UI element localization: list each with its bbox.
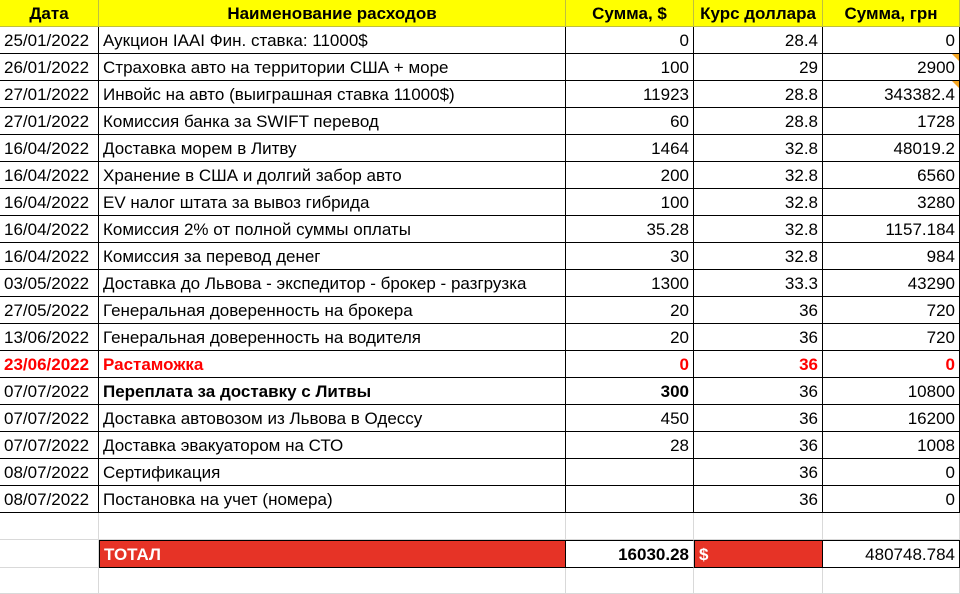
cell-uah[interactable]: 0 — [823, 486, 960, 513]
cell-uah[interactable]: 720 — [823, 297, 960, 324]
cell-date[interactable]: 07/07/2022 — [0, 405, 99, 432]
cell-usd[interactable]: 30 — [566, 243, 694, 270]
cell-empty[interactable] — [694, 513, 823, 540]
cell-name[interactable]: Хранение в США и долгий забор авто — [99, 162, 566, 189]
cell-empty[interactable] — [0, 540, 99, 568]
cell-empty[interactable] — [823, 513, 960, 540]
cell-name[interactable]: EV налог штата за вывоз гибрида — [99, 189, 566, 216]
cell-empty[interactable] — [99, 568, 566, 594]
cell-date[interactable]: 25/01/2022 — [0, 27, 99, 54]
header-date[interactable]: Дата — [0, 0, 99, 27]
total-currency[interactable]: $ — [694, 540, 823, 568]
cell-uah[interactable]: 3280 — [823, 189, 960, 216]
cell-usd[interactable]: 1300 — [566, 270, 694, 297]
cell-date[interactable]: 13/06/2022 — [0, 324, 99, 351]
cell-usd[interactable] — [566, 486, 694, 513]
cell-rate[interactable]: 36 — [694, 459, 823, 486]
cell-date[interactable]: 07/07/2022 — [0, 432, 99, 459]
cell-uah[interactable]: 1728 — [823, 108, 960, 135]
cell-usd[interactable]: 200 — [566, 162, 694, 189]
cell-uah[interactable]: 43290 — [823, 270, 960, 297]
cell-date[interactable]: 16/04/2022 — [0, 216, 99, 243]
cell-usd[interactable]: 20 — [566, 324, 694, 351]
cell-name[interactable]: Комиссия банка за SWIFT перевод — [99, 108, 566, 135]
cell-rate[interactable]: 28.8 — [694, 81, 823, 108]
cell-rate[interactable]: 36 — [694, 351, 823, 378]
cell-rate[interactable]: 32.8 — [694, 243, 823, 270]
cell-usd[interactable]: 20 — [566, 297, 694, 324]
cell-rate[interactable]: 28.8 — [694, 108, 823, 135]
cell-uah[interactable]: 0 — [823, 351, 960, 378]
cell-rate[interactable]: 36 — [694, 486, 823, 513]
cell-uah[interactable]: 2900 — [823, 54, 960, 81]
cell-uah[interactable]: 10800 — [823, 378, 960, 405]
cell-rate[interactable]: 36 — [694, 297, 823, 324]
cell-date[interactable]: 27/05/2022 — [0, 297, 99, 324]
cell-rate[interactable]: 36 — [694, 378, 823, 405]
cell-usd[interactable]: 28 — [566, 432, 694, 459]
cell-date[interactable]: 03/05/2022 — [0, 270, 99, 297]
cell-usd[interactable]: 100 — [566, 54, 694, 81]
cell-usd[interactable]: 300 — [566, 378, 694, 405]
cell-uah[interactable]: 720 — [823, 324, 960, 351]
cell-empty[interactable] — [694, 568, 823, 594]
cell-rate[interactable]: 28.4 — [694, 27, 823, 54]
cell-name[interactable]: Переплата за доставку с Литвы — [99, 378, 566, 405]
total-uah[interactable]: 480748.784 — [823, 540, 960, 568]
cell-uah[interactable]: 6560 — [823, 162, 960, 189]
cell-rate[interactable]: 36 — [694, 432, 823, 459]
cell-date[interactable]: 16/04/2022 — [0, 162, 99, 189]
cell-name[interactable]: Доставка эвакуатором на СТО — [99, 432, 566, 459]
cell-rate[interactable]: 36 — [694, 324, 823, 351]
cell-uah[interactable]: 16200 — [823, 405, 960, 432]
cell-empty[interactable] — [0, 568, 99, 594]
header-uah[interactable]: Сумма, грн — [823, 0, 960, 27]
cell-uah[interactable]: 343382.4 — [823, 81, 960, 108]
cell-uah[interactable]: 1008 — [823, 432, 960, 459]
cell-usd[interactable]: 450 — [566, 405, 694, 432]
total-usd[interactable]: 16030.28 — [566, 540, 694, 568]
cell-date[interactable]: 23/06/2022 — [0, 351, 99, 378]
cell-empty[interactable] — [566, 568, 694, 594]
cell-empty[interactable] — [99, 513, 566, 540]
cell-date[interactable]: 07/07/2022 — [0, 378, 99, 405]
cell-uah[interactable]: 0 — [823, 27, 960, 54]
cell-name[interactable]: Доставка морем в Литву — [99, 135, 566, 162]
cell-name[interactable]: Страховка авто на территории США + море — [99, 54, 566, 81]
cell-usd[interactable]: 0 — [566, 27, 694, 54]
cell-name[interactable]: Доставка до Львова - экспедитор - брокер - разгрузка — [99, 270, 566, 297]
cell-date[interactable]: 27/01/2022 — [0, 108, 99, 135]
header-usd[interactable]: Сумма, $ — [566, 0, 694, 27]
cell-name[interactable]: Комиссия 2% от полной суммы оплаты — [99, 216, 566, 243]
cell-usd[interactable]: 100 — [566, 189, 694, 216]
total-label[interactable]: ТОТАЛ — [99, 540, 566, 568]
cell-date[interactable]: 27/01/2022 — [0, 81, 99, 108]
cell-date[interactable]: 16/04/2022 — [0, 243, 99, 270]
cell-rate[interactable]: 32.8 — [694, 135, 823, 162]
cell-date[interactable]: 26/01/2022 — [0, 54, 99, 81]
cell-name[interactable]: Генеральная доверенность на водителя — [99, 324, 566, 351]
cell-name[interactable]: Растаможка — [99, 351, 566, 378]
cell-rate[interactable]: 29 — [694, 54, 823, 81]
cell-date[interactable]: 08/07/2022 — [0, 486, 99, 513]
header-name[interactable]: Наименование расходов — [99, 0, 566, 27]
cell-empty[interactable] — [0, 513, 99, 540]
cell-date[interactable]: 16/04/2022 — [0, 189, 99, 216]
cell-usd[interactable]: 60 — [566, 108, 694, 135]
cell-name[interactable]: Комиссия за перевод денег — [99, 243, 566, 270]
cell-name[interactable]: Аукцион IAAI Фин. ставка: 11000$ — [99, 27, 566, 54]
cell-usd[interactable] — [566, 459, 694, 486]
cell-uah[interactable]: 1157.184 — [823, 216, 960, 243]
cell-rate[interactable]: 36 — [694, 405, 823, 432]
cell-name[interactable]: Постановка на учет (номера) — [99, 486, 566, 513]
cell-rate[interactable]: 32.8 — [694, 216, 823, 243]
cell-usd[interactable]: 35.28 — [566, 216, 694, 243]
cell-name[interactable]: Доставка автовозом из Львова в Одессу — [99, 405, 566, 432]
cell-uah[interactable]: 0 — [823, 459, 960, 486]
cell-empty[interactable] — [566, 513, 694, 540]
cell-name[interactable]: Сертификация — [99, 459, 566, 486]
cell-name[interactable]: Генеральная доверенность на брокера — [99, 297, 566, 324]
cell-rate[interactable]: 32.8 — [694, 162, 823, 189]
cell-usd[interactable]: 1464 — [566, 135, 694, 162]
cell-uah[interactable]: 984 — [823, 243, 960, 270]
cell-uah[interactable]: 48019.2 — [823, 135, 960, 162]
cell-usd[interactable]: 11923 — [566, 81, 694, 108]
cell-name[interactable]: Инвойс на авто (выиграшная ставка 11000$) — [99, 81, 566, 108]
cell-rate[interactable]: 32.8 — [694, 189, 823, 216]
cell-rate[interactable]: 33.3 — [694, 270, 823, 297]
cell-date[interactable]: 16/04/2022 — [0, 135, 99, 162]
cell-empty[interactable] — [823, 568, 960, 594]
cell-date[interactable]: 08/07/2022 — [0, 459, 99, 486]
cell-usd[interactable]: 0 — [566, 351, 694, 378]
header-rate[interactable]: Курс доллара — [694, 0, 823, 27]
